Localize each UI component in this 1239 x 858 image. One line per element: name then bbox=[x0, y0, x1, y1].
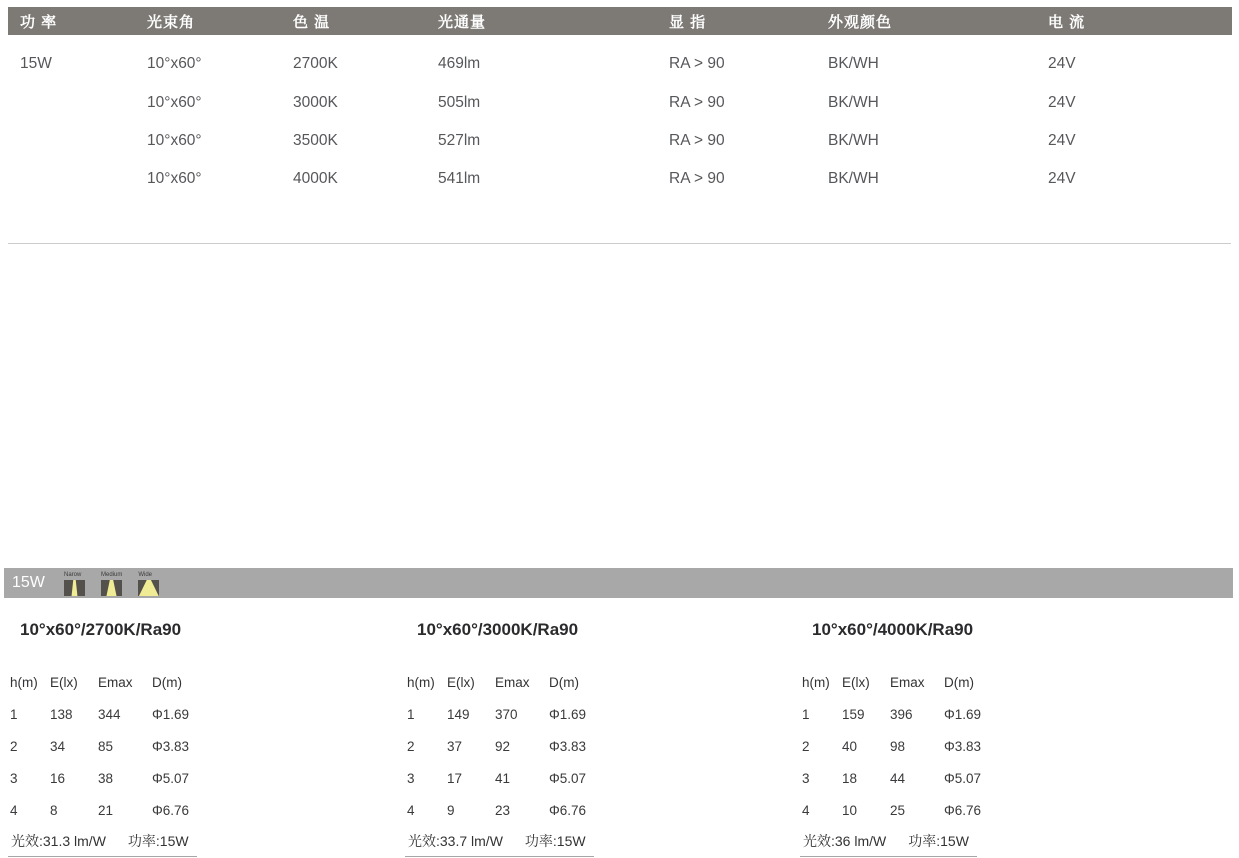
spec-cell-beam-angle: 10°x60° bbox=[147, 94, 202, 111]
cell-h: 3 bbox=[10, 770, 18, 786]
cell-d: Φ1.69 bbox=[944, 706, 982, 722]
cell-emax: 98 bbox=[890, 738, 906, 754]
efficacy-value: 光效:33.7 lm/W bbox=[408, 833, 503, 849]
spec-cell-cri: RA > 90 bbox=[669, 55, 725, 72]
spec-cell-cct: 3500K bbox=[293, 132, 338, 149]
col-header-emax: Emax bbox=[495, 674, 530, 690]
cell-emax: 396 bbox=[890, 706, 913, 722]
spec-cell-finish: BK/WH bbox=[828, 55, 879, 72]
spec-cell-flux: 541lm bbox=[438, 170, 481, 187]
wide-beam-icon bbox=[138, 580, 159, 596]
col-header-e: E(lx) bbox=[50, 674, 78, 690]
power-value: 功率:15W bbox=[908, 833, 969, 849]
cell-h: 1 bbox=[407, 706, 415, 722]
cell-e: 159 bbox=[842, 706, 865, 722]
cell-h: 1 bbox=[802, 706, 810, 722]
cell-d: Φ1.69 bbox=[549, 706, 587, 722]
cell-e: 10 bbox=[842, 802, 858, 818]
power-value: 功率:15W bbox=[524, 833, 586, 849]
cell-h: 2 bbox=[802, 738, 810, 754]
col-header-h: h(m) bbox=[10, 674, 38, 690]
spec-cell-beam-angle: 10°x60° bbox=[147, 170, 202, 187]
photometric-table-4000k bbox=[800, 612, 1050, 857]
col-header-e: E(lx) bbox=[447, 674, 475, 690]
cell-emax: 370 bbox=[495, 706, 518, 722]
cell-d: Φ3.83 bbox=[549, 738, 587, 754]
spec-header-flux: 光通量 bbox=[438, 13, 487, 31]
cell-e: 18 bbox=[842, 770, 858, 786]
spec-cell-cri: RA > 90 bbox=[669, 94, 725, 111]
spec-table-row bbox=[8, 93, 1232, 113]
cell-e: 34 bbox=[50, 738, 66, 754]
cell-e: 138 bbox=[50, 706, 73, 722]
col-header-h: h(m) bbox=[407, 674, 435, 690]
photometric-table-grid bbox=[8, 666, 258, 826]
cell-emax: 41 bbox=[495, 770, 511, 786]
spec-table-header-bar bbox=[8, 7, 1232, 35]
cell-d: Φ6.76 bbox=[152, 802, 190, 818]
cell-d: Φ5.07 bbox=[152, 770, 190, 786]
photometric-table-2700k bbox=[8, 612, 258, 857]
spec-header-beam-angle: 光束角 bbox=[147, 13, 196, 31]
photometric-table-title: 10°x60°/3000K/Ra90 bbox=[417, 620, 579, 639]
cell-emax: 85 bbox=[98, 738, 114, 754]
spec-cell-cct: 3000K bbox=[293, 94, 338, 111]
cell-h: 2 bbox=[10, 738, 18, 754]
col-header-d: D(m) bbox=[944, 674, 974, 690]
spec-cell-finish: BK/WH bbox=[828, 132, 879, 149]
cell-d: Φ3.83 bbox=[944, 738, 982, 754]
cell-d: Φ1.69 bbox=[152, 706, 190, 722]
beam-icons-group bbox=[64, 571, 159, 596]
spec-cell-current: 24V bbox=[1048, 132, 1076, 149]
cell-e: 9 bbox=[447, 802, 455, 818]
cell-d: Φ5.07 bbox=[944, 770, 982, 786]
spec-cell-cct: 4000K bbox=[293, 170, 338, 187]
cell-emax: 44 bbox=[890, 770, 906, 786]
col-header-emax: Emax bbox=[98, 674, 133, 690]
narrow-beam-icon bbox=[64, 580, 85, 596]
spec-cell-beam-angle: 10°x60° bbox=[147, 132, 202, 149]
photometric-table-title: 10°x60°/2700K/Ra90 bbox=[20, 620, 182, 639]
spec-cell-current: 24V bbox=[1048, 55, 1076, 72]
beam-bar-power-label: 15W bbox=[12, 574, 45, 591]
spec-cell-cri: RA > 90 bbox=[669, 132, 725, 149]
cell-e: 16 bbox=[50, 770, 66, 786]
cell-h: 3 bbox=[802, 770, 810, 786]
narrow-beam-item bbox=[64, 571, 85, 596]
spec-cell-flux: 505lm bbox=[438, 94, 481, 111]
spec-cell-flux: 469lm bbox=[438, 55, 481, 72]
narrow-beam-label: Narow bbox=[64, 572, 82, 578]
cell-emax: 92 bbox=[495, 738, 511, 754]
cell-d: Φ3.83 bbox=[152, 738, 190, 754]
col-header-d: D(m) bbox=[549, 674, 579, 690]
beam-section-bar bbox=[4, 568, 1233, 598]
cell-emax: 25 bbox=[890, 802, 906, 818]
section-divider bbox=[8, 243, 1231, 244]
spec-cell-current: 24V bbox=[1048, 170, 1076, 187]
medium-beam-label: Medium bbox=[101, 572, 123, 578]
cell-d: Φ5.07 bbox=[549, 770, 587, 786]
spec-table-row bbox=[8, 54, 1232, 74]
cell-d: Φ6.76 bbox=[549, 802, 587, 818]
spec-header-current: 电 流 bbox=[1048, 13, 1086, 31]
cell-emax: 344 bbox=[98, 706, 121, 722]
cell-e: 17 bbox=[447, 770, 463, 786]
cell-h: 1 bbox=[10, 706, 18, 722]
spec-header-power: 功 率 bbox=[20, 13, 58, 31]
spec-header-finish: 外观颜色 bbox=[828, 13, 893, 31]
spec-cell-finish: BK/WH bbox=[828, 170, 879, 187]
col-header-e: E(lx) bbox=[842, 674, 870, 690]
spec-cell-beam-angle: 10°x60° bbox=[147, 55, 202, 72]
power-value: 功率:15W bbox=[127, 833, 189, 849]
medium-beam-icon bbox=[101, 580, 122, 596]
col-header-d: D(m) bbox=[152, 674, 182, 690]
photometric-table-grid bbox=[800, 666, 1050, 826]
cell-e: 8 bbox=[50, 802, 58, 818]
cell-h: 2 bbox=[407, 738, 415, 754]
photometric-table-footer bbox=[800, 826, 977, 857]
cell-e: 149 bbox=[447, 706, 470, 722]
cell-h: 3 bbox=[407, 770, 415, 786]
wide-beam-item bbox=[138, 571, 159, 596]
wide-beam-label: Wide bbox=[138, 572, 153, 578]
spec-header-cct: 色 温 bbox=[293, 13, 331, 31]
cell-h: 4 bbox=[407, 802, 415, 818]
cell-h: 4 bbox=[10, 802, 18, 818]
cell-e: 37 bbox=[447, 738, 463, 754]
col-header-h: h(m) bbox=[802, 674, 830, 690]
cell-emax: 21 bbox=[98, 802, 114, 818]
spec-cell-finish: BK/WH bbox=[828, 94, 879, 111]
cell-d: Φ6.76 bbox=[944, 802, 982, 818]
spec-cell-flux: 527lm bbox=[438, 132, 481, 149]
photometric-table-footer bbox=[405, 826, 594, 857]
photometric-table-title: 10°x60°/4000K/Ra90 bbox=[812, 620, 974, 639]
photometric-table-footer bbox=[8, 826, 197, 857]
cell-h: 4 bbox=[802, 802, 810, 818]
spec-table-row bbox=[8, 131, 1232, 151]
efficacy-value: 光效:36 lm/W bbox=[803, 833, 887, 849]
photometric-table-3000k bbox=[405, 612, 655, 857]
spec-header-cri: 显 指 bbox=[669, 13, 707, 31]
spec-cell-current: 24V bbox=[1048, 94, 1076, 111]
efficacy-value: 光效:31.3 lm/W bbox=[11, 833, 106, 849]
spec-table-row bbox=[8, 169, 1232, 189]
spec-cell-cri: RA > 90 bbox=[669, 170, 725, 187]
photometric-table-grid bbox=[405, 666, 655, 826]
medium-beam-item bbox=[101, 571, 122, 596]
col-header-emax: Emax bbox=[890, 674, 925, 690]
cell-emax: 23 bbox=[495, 802, 511, 818]
cell-emax: 38 bbox=[98, 770, 114, 786]
cell-e: 40 bbox=[842, 738, 858, 754]
spec-cell-cct: 2700K bbox=[293, 55, 338, 72]
spec-cell-power: 15W bbox=[20, 55, 52, 72]
